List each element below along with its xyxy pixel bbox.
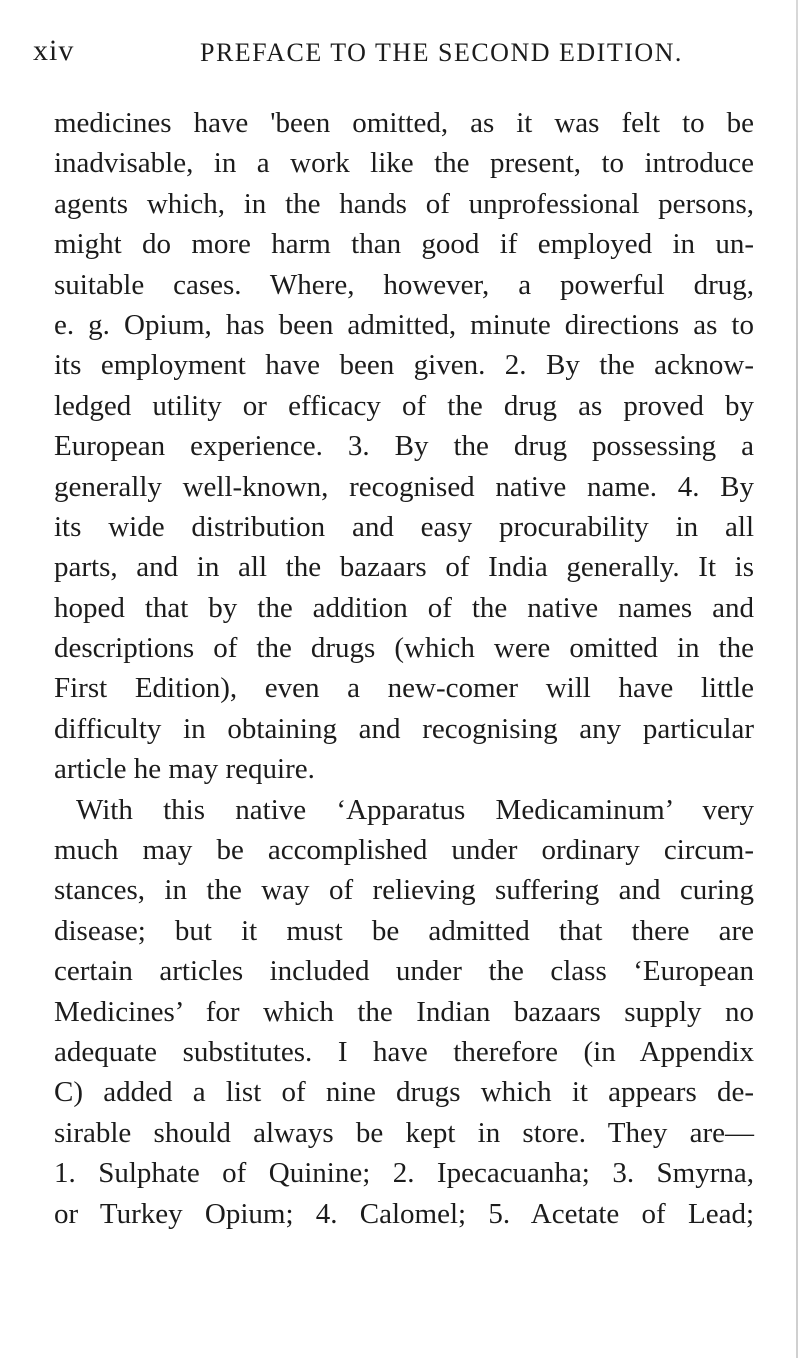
page-edge <box>796 0 798 1358</box>
text-line: C) added a list of nine drugs which it appears de- <box>54 1076 754 1109</box>
text-line: 1. Sulphate of Quinine; 2. Ipecacuanha; 3. Smyrna, <box>54 1157 754 1190</box>
page-header <box>0 30 800 70</box>
running-head: PREFACE TO THE SECOND EDITION. <box>200 38 683 67</box>
text-line: medicines have 'been omitted, as it was felt to be <box>54 107 754 139</box>
text-line: sirable should always be kept in store. They are— <box>54 1116 754 1149</box>
paragraph-start-line: With this native ‘Apparatus Medicaminum’ very <box>76 793 754 826</box>
text-line: e. g. Opium, has been admitted, minute directions as to <box>54 308 754 341</box>
text-line: disease; but it must be admitted that there are <box>54 914 754 947</box>
text-line: inadvisable, in a work like the present, to introduce <box>54 147 754 180</box>
text-line: its wide distribution and easy procurability in all <box>54 510 754 543</box>
body-text <box>54 103 754 1234</box>
text-line: or Turkey Opium; 4. Calomel; 5. Acetate of Lead; <box>54 1197 754 1230</box>
text-line: stances, in the way of relieving suffering and curing <box>54 874 754 907</box>
text-line: Medicines’ for which the Indian bazaars supply no <box>54 995 754 1028</box>
paragraph-end-line: article he may require. <box>54 753 315 786</box>
text-line: difficulty in obtaining and recognising any particular <box>54 712 754 745</box>
text-line: agents which, in the hands of unprofessional persons, <box>54 187 754 220</box>
text-line: suitable cases. Where, however, a powerful drug, <box>54 268 754 301</box>
page-number: xiv <box>33 34 75 67</box>
text-line: descriptions of the drugs (which were omitted in the <box>54 632 754 665</box>
text-line: certain articles included under the class ‘European <box>54 955 754 988</box>
text-line: its employment have been given. 2. By the acknow- <box>54 349 754 382</box>
text-line: ledged utility or efficacy of the drug as proved by <box>54 389 754 422</box>
text-line: adequate substitutes. I have therefore (in Appendix <box>54 1035 754 1068</box>
text-line: European experience. 3. By the drug possessing a <box>54 430 754 463</box>
text-line: might do more harm than good if employed in un- <box>54 228 754 261</box>
text-line: much may be accomplished under ordinary circum- <box>54 834 754 867</box>
text-line: generally well-known, recognised native name. 4. By <box>54 470 754 503</box>
text-line: hoped that by the addition of the native names and <box>54 591 754 624</box>
text-line: parts, and in all the bazaars of India generally. It is <box>54 551 754 584</box>
text-line: First Edition), even a new-comer will have little <box>54 672 754 705</box>
